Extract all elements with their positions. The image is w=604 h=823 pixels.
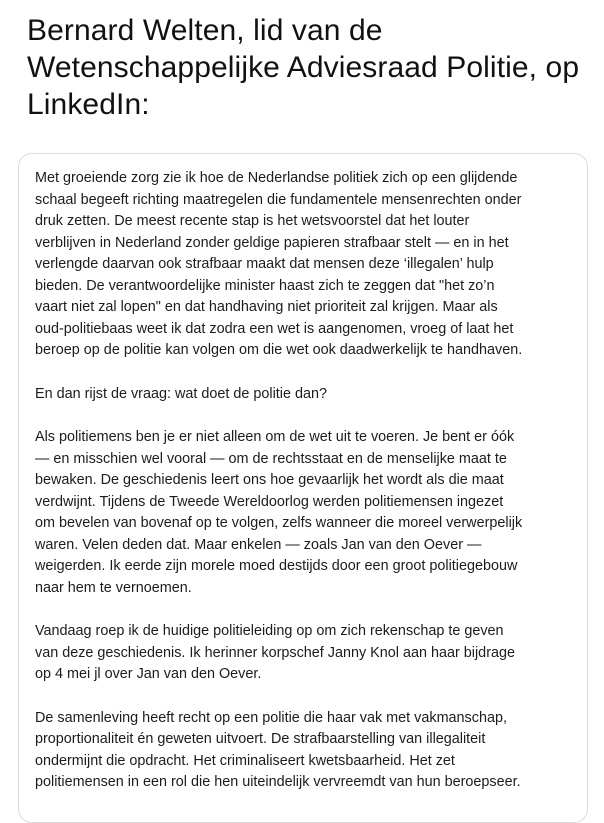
post-paragraph: Als politiemens ben je er niet alleen om de wet uit te voeren. Je bent er óók — en misschien wel vooral — om de rechtsstaat en de menselijke maat te bewaken. De geschiedenis leert ons hoe gevaarlijk het wordt als die maat verdwijnt. Tijdens de Tweede Wereldoorlog werden politiemensen ingezet om bevelen van bovenaf op te volgen, zelfs wanneer die moreel verwerpelijk waren. Velen deden dat. Maar enkelen — zoals Jan van den Oever — weigerden. Ik eerde zijn morele moed destijds door een groot politiegebouw naar hem te vernoemen. <box>35 429 523 596</box>
headline: Bernard Welten, lid van de Wetenschappelijke Adviesraad Politie, op LinkedIn: <box>27 14 580 121</box>
post-card <box>18 153 588 823</box>
post-paragraph: Vandaag roep ik de huidige politieleiding op om zich rekenschap te geven van deze geschiedenis. Ik herinner korpschef Janny Knol aan haar bijdrage op 4 mei jl over Jan van den Oever. <box>35 623 515 682</box>
post-paragraph: En dan rijst de vraag: wat doet de politie dan? <box>35 385 328 402</box>
post-paragraph: De samenleving heeft recht op een politie die haar vak met vakmanschap, proportionaliteit én geweten uitvoert. De strafbaarstelling van illegaliteit ondermijnt die opdracht. Het criminaliseert kwetsbaarheid. Het zet politiemensen in een rol die hen uiteindelijk vervreemdt van hun beroepseer. <box>35 709 521 790</box>
post-paragraph: Met groeiende zorg zie ik hoe de Nederlandse politiek zich op een glijdende schaal begeeft richting maatregelen die fundamentele mensenrechten onder druk zetten. De meest recente stap is het wetsvoorstel dat het louter verblijven in Nederland zonder geldige papieren strafbaar stelt — en in het verlengde daarvan ook strafbaar maakt dat mensen deze ‘illegalen’ hulp bieden. De verantwoordelijke minister haast zich te zeggen dat "het zo’n vaart niet zal lopen" en dat handhaving niet prioriteit zal krijgen. Maar als oud-politiebaas weet ik dat zodra een wet is aangenomen, vroeg of laat het beroep op de politie kan volgen om die wet ook daadwerkelijk te handhaven. <box>35 170 523 358</box>
